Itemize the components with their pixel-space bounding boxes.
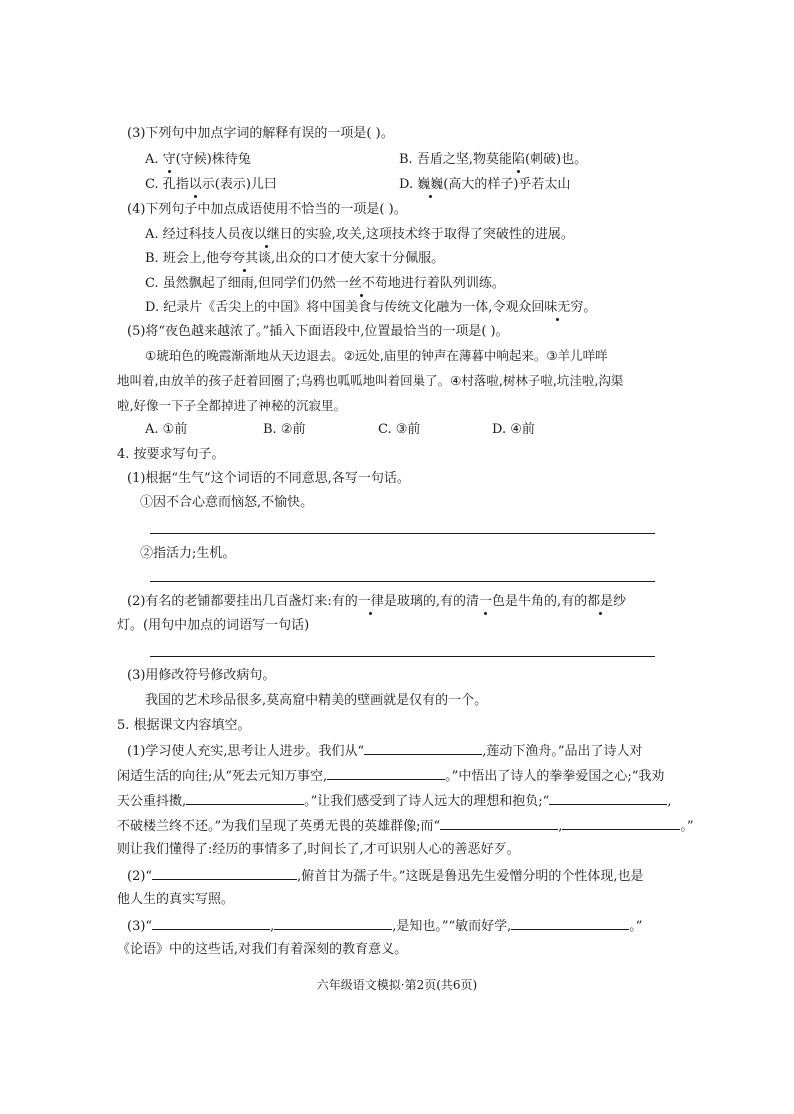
q3-4-option-c: C. 虽然飘起了细雨,但同学们仍然一丝不苟地进行着队列训练。 <box>145 276 505 291</box>
q5-3-line-1: (3)“ , ,是知也。”“敏而好学, 。” <box>127 916 642 936</box>
q4-3-sentence: 我国的艺术珍品很多,莫高窟中精美的壁画就是仅有的一个。 <box>145 693 488 708</box>
q5-1-line-3: 天公重抖擞, 。”让我们感受到了诗人远大的理想和抱负;“ , <box>117 791 671 811</box>
fill-blank[interactable] <box>152 916 270 930</box>
fill-blank[interactable] <box>364 741 482 755</box>
q3-5-passage-line-1: ①琥珀色的晚霞渐渐地从天边退去。②远处,庙里的钟声在薄暮中响起来。③羊儿咩咩 <box>145 348 608 363</box>
q5-1-line-2: 闲适生活的向往;从“死去元知万事空, 。”中悟出了诗人的拳拳爱国之心;“我劝 <box>117 766 664 786</box>
fill-blank[interactable] <box>511 916 629 930</box>
q4-1-meaning-2: ②指活力;生机。 <box>140 546 236 561</box>
q3-4-option-b: B. 班会上,他夸夸其谈,出众的口才使大家十分佩服。 <box>145 251 445 266</box>
answer-line[interactable] <box>150 581 655 582</box>
q3-4-stem: (4)下列句子中加点成语使用不恰当的一项是( )。 <box>127 202 407 217</box>
q5-1-line-4: 不破楼兰终不还。”为我们呈现了英勇无畏的英雄群像;而“ , 。” <box>117 816 693 836</box>
q4-title: 4. 按要求写句子。 <box>117 447 225 462</box>
q5-1-line-5: 则让我们懂得了:经历的事情多了,时间长了,才可识别人心的善恶好歹。 <box>117 842 520 857</box>
fill-blank[interactable] <box>562 816 680 830</box>
q5-2-line-2: 他人生的真实写照。 <box>117 892 235 907</box>
q3-5-option-b: B. ②前 <box>263 422 306 437</box>
q5-3-line-2: 《论语》中的这些话,对我们有着深刻的教育意义。 <box>117 942 408 957</box>
q3-3-option-a: A. 守(守候)株待兔 <box>145 152 251 167</box>
fill-blank[interactable] <box>186 791 304 805</box>
q4-1-meaning-1: ①因不合心意而恼怒,不愉快。 <box>140 495 314 510</box>
q4-1-stem: (1)根据“生气”这个词语的不同意思,各写一句话。 <box>127 471 410 486</box>
fill-blank[interactable] <box>152 866 297 880</box>
answer-line[interactable] <box>150 656 655 657</box>
q4-2-stem-line-2: 灯。(用句中加点的词语写一句话) <box>117 618 310 633</box>
q5-2-line-1: (2)“ ,俯首甘为孺子牛。”这既是鲁迅先生爱憎分明的个性体现,也是 <box>127 866 643 886</box>
q3-5-passage-line-3: 啦,好像一下子全都掉进了神秘的沉寂里。 <box>117 398 346 413</box>
q3-3-option-d: D. 巍巍(高大的样子)乎若太山 <box>399 177 571 192</box>
q4-2-stem-line-1: (2)有名的老铺都要挂出几百盏灯来:有的一律是玻璃的,有的清一色是牛角的,有的都是纱 <box>127 594 627 609</box>
q3-4-option-d: D. 纪录片《舌尖上的中国》将中国美食与传统文化融为一体,令观众回味无穷。 <box>145 300 597 315</box>
fill-blank[interactable] <box>440 816 558 830</box>
q3-5-option-a: A. ①前 <box>145 422 188 437</box>
q3-5-option-c: C. ③前 <box>378 422 421 437</box>
q3-5-stem: (5)将“夜色越来越浓了。”插入下面语段中,位置最恰当的一项是( )。 <box>127 324 509 339</box>
page-footer: 六年级语文模拟·第2页(共6页) <box>316 978 478 992</box>
q3-3-option-b: B. 吾盾之坚,物莫能陷(刺破)也。 <box>399 152 588 167</box>
q3-3-stem: (3)下列句中加点字词的解释有误的一项是( )。 <box>127 126 394 141</box>
q5-title: 5. 根据课文内容填空。 <box>117 718 251 733</box>
fill-blank[interactable] <box>274 916 392 930</box>
answer-line[interactable] <box>150 533 655 534</box>
q3-4-option-a: A. 经过科技人员夜以继日的实验,攻关,这项技术终于取得了突破性的进展。 <box>145 227 574 242</box>
q3-5-option-d: D. ④前 <box>492 422 535 437</box>
q3-3-option-c: C. 孔指以示(表示)儿曰 <box>145 177 277 192</box>
fill-blank[interactable] <box>327 766 445 780</box>
q3-5-passage-line-2: 地叫着,由放羊的孩子赶着回圈了;乌鸦也呱呱地叫着回巢了。④村落啦,树林子啦,坑洼啦,沟渠 <box>117 373 624 388</box>
q5-1-line-1: (1)学习使人充实,思考让人进步。我们从“ ,莲动下渔舟。”品出了诗人对 <box>127 741 642 761</box>
q4-3-stem: (3)用修改符号修改病句。 <box>127 668 276 683</box>
fill-blank[interactable] <box>549 791 667 805</box>
